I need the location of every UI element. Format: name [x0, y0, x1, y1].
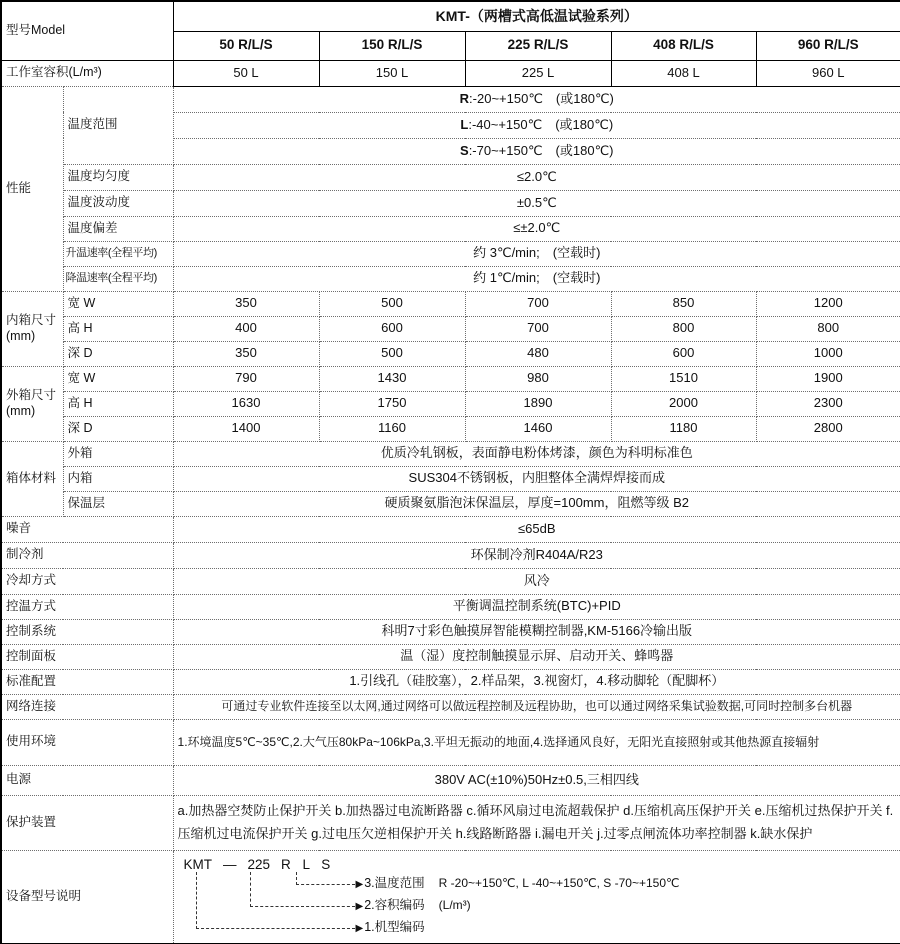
dim-value: 600	[611, 341, 756, 366]
legend-num: 2.	[364, 897, 375, 912]
dim-value: 500	[319, 291, 465, 316]
table-row	[1, 516, 900, 542]
model-code-diagram	[173, 850, 900, 944]
legend-detail: (L/m³)	[438, 897, 471, 912]
legend-name: 机型编码	[374, 919, 425, 934]
row-label-temp-control: 控温方式	[1, 594, 173, 619]
perf-row-label: 温度均匀度	[63, 164, 173, 190]
material-row-value: SUS304不锈钢板，内胆整体全满焊焊接而成	[173, 466, 900, 491]
table-row	[1, 164, 900, 190]
dim-value: 800	[756, 316, 900, 341]
dim-value: 1400	[173, 416, 319, 441]
table-row	[1, 644, 900, 669]
table-row	[1, 86, 900, 112]
table-row	[1, 619, 900, 644]
dim-value: 800	[611, 316, 756, 341]
dim-row-label: 高 H	[63, 391, 173, 416]
model-code-legend-2	[356, 898, 471, 914]
perf-row-value: ≤±2.0℃	[173, 216, 900, 241]
dim-value: 1200	[756, 291, 900, 316]
dim-value: 1000	[756, 341, 900, 366]
table-row	[1, 341, 900, 366]
row-label-standard-config: 标准配置	[1, 669, 173, 694]
table-row	[1, 1, 900, 31]
perf-row-label: 降温速率(全程平均)	[63, 266, 173, 291]
row-label-control-system: 控制系统	[1, 619, 173, 644]
series-title: KMT-（两槽式高低温试验系列）	[173, 1, 900, 31]
perf-row-label: 温度波动度	[63, 190, 173, 216]
row-value: ≤65dB	[173, 516, 900, 542]
model-explain-label: 设备型号说明	[1, 850, 173, 944]
model-header-50: 50 R/L/S	[173, 31, 319, 60]
performance-group-label: 性能	[1, 86, 63, 291]
row-value: 可通过专业软件连接至以太网,通过网络可以做远程控制及远程协助，也可以通过网络采集试验数据,可同时控制多台机器	[173, 694, 900, 719]
row-label-noise: 噪音	[1, 516, 173, 542]
dim-value: 790	[173, 366, 319, 391]
dim-value: 1890	[465, 391, 611, 416]
row-label-power: 电源	[1, 765, 173, 795]
row-label-protection: 保护装置	[1, 795, 173, 850]
dim-value: 1900	[756, 366, 900, 391]
volume-value: 50 L	[173, 60, 319, 86]
volume-value: 408 L	[611, 60, 756, 86]
table-row	[1, 850, 900, 944]
row-value: 1.环境温度5℃~35℃,2.大气压80kPa~106kPa,3.平坦无振动的地面,4.选择通风良好，无阳光直接照射或其他热源直接辐射	[173, 719, 900, 765]
row-value: 温（湿）度控制触摸显示屏、启动开关、蜂鸣器	[173, 644, 900, 669]
model-header-960: 960 R/L/S	[756, 31, 900, 60]
dim-value: 500	[319, 341, 465, 366]
dim-value: 1630	[173, 391, 319, 416]
table-row	[1, 466, 900, 491]
perf-row-value: ≤2.0℃	[173, 164, 900, 190]
legend-name: 温度范围	[374, 875, 425, 890]
row-label-control-panel: 控制面板	[1, 644, 173, 669]
perf-row-label: 温度偏差	[63, 216, 173, 241]
dim-value: 600	[319, 316, 465, 341]
volume-value: 150 L	[319, 60, 465, 86]
row-label-environment: 使用环境	[1, 719, 173, 765]
model-header-150: 150 R/L/S	[319, 31, 465, 60]
model-code-legend-3	[356, 876, 680, 892]
volume-row-label: 工作室容积(L/m³)	[1, 60, 173, 86]
perf-row-value: 约 3℃/min; (空载时)	[173, 241, 900, 266]
model-code-legend-1	[356, 920, 439, 936]
temp-range-value-s	[173, 138, 900, 164]
temp-range-prefix: R	[459, 90, 470, 106]
model-header-408: 408 R/L/S	[611, 31, 756, 60]
dash-icon: —	[223, 856, 237, 872]
model-code-part3: R L S	[281, 856, 335, 872]
dim-value: 2800	[756, 416, 900, 441]
legend-detail: R -20~+150℃, L -40~+150℃, S -70~+150℃	[438, 875, 680, 890]
table-row	[1, 594, 900, 619]
temp-range-text: :-20~+150℃ (或180℃)	[469, 90, 614, 106]
temp-range-prefix: S	[460, 142, 469, 158]
outer-dims-group-label: 外箱尺寸(mm)	[1, 366, 63, 441]
table-row	[1, 190, 900, 216]
dim-value: 1180	[611, 416, 756, 441]
dim-value: 1460	[465, 416, 611, 441]
dim-row-label: 宽 W	[63, 291, 173, 316]
row-value: 平衡调温控制系统(BTC)+PID	[173, 594, 900, 619]
table-row	[1, 568, 900, 594]
legend-num: 3.	[364, 875, 375, 890]
temp-range-text: :-40~+150℃ (或180℃)	[468, 116, 614, 132]
row-value: 1.引线孔（硅胶塞），2.样品架，3.视窗灯，4.移动脚轮（配脚杯）	[173, 669, 900, 694]
dim-row-label: 深 D	[63, 416, 173, 441]
temp-range-value-r	[173, 86, 900, 112]
dim-value: 480	[465, 341, 611, 366]
table-row	[1, 669, 900, 694]
connector-line	[196, 872, 355, 929]
table-row	[1, 765, 900, 795]
material-row-value: 优质冷轧钢板，表面静电粉体烤漆，颜色为科明标准色	[173, 441, 900, 466]
material-row-label: 保温层	[63, 491, 173, 516]
dim-value: 350	[173, 291, 319, 316]
arrow-right-icon: ▶	[355, 878, 364, 890]
dim-value: 1430	[319, 366, 465, 391]
dim-row-label: 高 H	[63, 316, 173, 341]
table-row	[1, 316, 900, 341]
model-code-part2: 225	[247, 856, 271, 872]
arrow-right-icon: ▶	[355, 922, 364, 934]
row-value: 风冷	[173, 568, 900, 594]
table-row	[1, 216, 900, 241]
row-label-refrigerant: 制冷剂	[1, 542, 173, 568]
dim-row-label: 深 D	[63, 341, 173, 366]
perf-row-value: ±0.5℃	[173, 190, 900, 216]
row-label-network: 网络连接	[1, 694, 173, 719]
model-code-part1: KMT	[183, 856, 213, 872]
table-row	[1, 391, 900, 416]
dim-value: 1750	[319, 391, 465, 416]
row-value: 380V AC(±10%)50Hz±0.5,三相四线	[173, 765, 900, 795]
dim-value: 1510	[611, 366, 756, 391]
table-row	[1, 266, 900, 291]
table-row	[1, 416, 900, 441]
model-label-cell: 型号Model	[1, 1, 173, 60]
temp-range-value-l	[173, 112, 900, 138]
model-header-225: 225 R/L/S	[465, 31, 611, 60]
dim-value: 350	[173, 341, 319, 366]
volume-value: 960 L	[756, 60, 900, 86]
table-row	[1, 694, 900, 719]
table-row	[1, 542, 900, 568]
row-value: 环保制冷剂R404A/R23	[173, 542, 900, 568]
dim-value: 700	[465, 316, 611, 341]
material-row-label: 内箱	[63, 466, 173, 491]
dim-value: 980	[465, 366, 611, 391]
temp-range-label: 温度范围	[63, 86, 173, 164]
dim-value: 1160	[319, 416, 465, 441]
table-row	[1, 60, 900, 86]
table-row	[1, 719, 900, 765]
perf-row-value: 约 1℃/min; (空载时)	[173, 266, 900, 291]
table-row	[1, 291, 900, 316]
dim-value: 400	[173, 316, 319, 341]
table-row	[1, 241, 900, 266]
dim-value: 2000	[611, 391, 756, 416]
table-row	[1, 366, 900, 391]
dim-value: 700	[465, 291, 611, 316]
dim-row-label: 宽 W	[63, 366, 173, 391]
table-row	[1, 795, 900, 850]
legend-name: 容积编码	[374, 897, 425, 912]
table-row	[1, 491, 900, 516]
perf-row-label: 升温速率(全程平均)	[63, 241, 173, 266]
temp-range-prefix: L	[460, 116, 469, 132]
legend-num: 1.	[364, 919, 375, 934]
dim-value: 2300	[756, 391, 900, 416]
row-label-cooling: 冷却方式	[1, 568, 173, 594]
row-value: 科明7寸彩色触摸屏智能模糊控制器,KM-5166冷输出版	[173, 619, 900, 644]
materials-group-label: 箱体材料	[1, 441, 63, 516]
volume-value: 225 L	[465, 60, 611, 86]
inner-dims-group-label: 内箱尺寸(mm)	[1, 291, 63, 366]
material-row-value: 硬质聚氨脂泡沫保温层，厚度=100mm，阻燃等级 B2	[173, 491, 900, 516]
temp-range-text: :-70~+150℃ (或180℃)	[468, 142, 614, 158]
material-row-label: 外箱	[63, 441, 173, 466]
dim-value: 850	[611, 291, 756, 316]
row-value: a.加热器空焚防止保护开关 b.加热器过电流断路器 c.循环风扇过电流超载保护 d.压缩机高压保护开关 e.压缩机过热保护开关 f.压缩机过电流保护开关 g.过电压欠逆相保护开关 h.线路断路器 i.漏电开关 j.过零点闸流体功率控制器 k.缺水保护	[173, 795, 900, 850]
table-row	[1, 441, 900, 466]
arrow-right-icon: ▶	[355, 900, 364, 912]
